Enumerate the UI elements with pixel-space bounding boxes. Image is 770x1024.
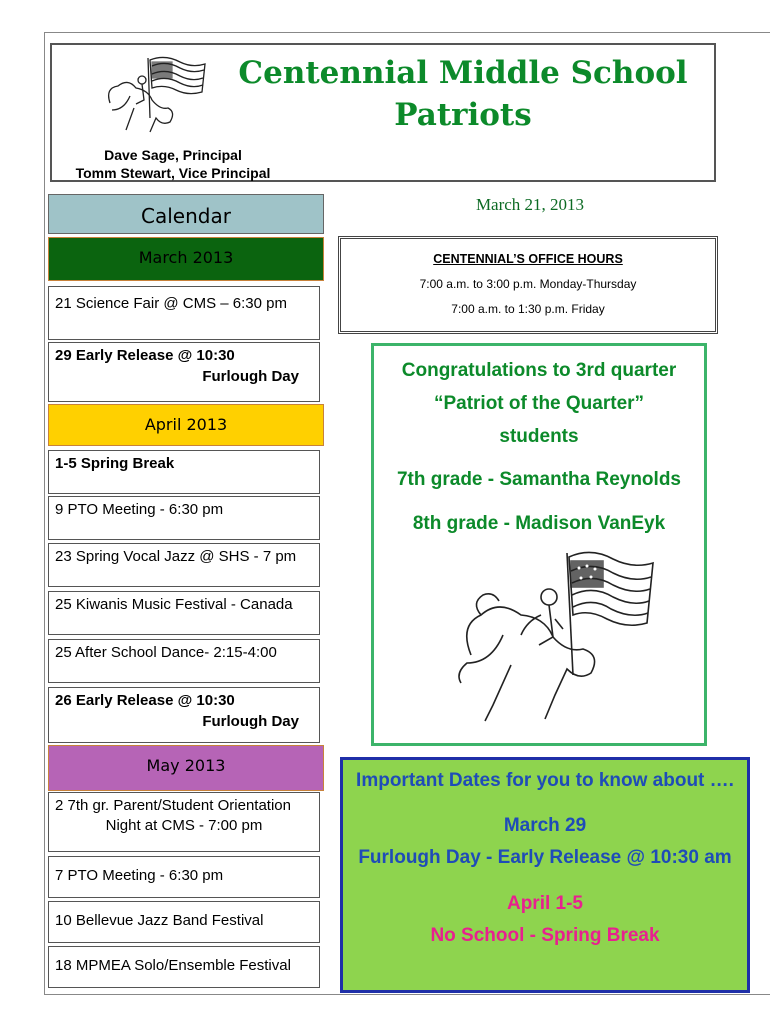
patriot-rider-logo xyxy=(90,48,210,143)
calendar-event xyxy=(48,342,320,402)
event-text: 26 Early Release @ 10:30 xyxy=(55,692,235,709)
vice-principal-name: Tomm Stewart, Vice Principal xyxy=(75,165,271,181)
principal-name: Dave Sage, Principal xyxy=(104,147,242,163)
event-text: 2 7th gr. Parent/Student Orientation xyxy=(55,797,291,814)
congrats-line: “Patriot of the Quarter” xyxy=(433,393,645,414)
honoree-7th-grade: 7th grade - Samantha Reynolds xyxy=(396,469,681,490)
office-hours-weekday: 7:00 a.m. to 3:00 p.m. Monday-Thursday xyxy=(419,277,637,291)
office-hours-box xyxy=(338,236,718,334)
calendar-event xyxy=(48,450,320,494)
page-edge xyxy=(44,994,770,995)
school-mascot: Patriots xyxy=(394,97,532,133)
congrats-line: Congratulations to 3rd quarter xyxy=(401,360,677,381)
calendar-event xyxy=(48,639,320,683)
calendar-event xyxy=(48,496,320,540)
event-text: 1-5 Spring Break xyxy=(55,455,175,472)
page-edge xyxy=(44,32,770,33)
month-header-may: May 2013 xyxy=(48,745,324,791)
calendar-event xyxy=(48,591,320,635)
office-hours-title: CENTENNIAL’S OFFICE HOURS xyxy=(433,252,623,266)
important-date: April 1-5 xyxy=(506,893,584,914)
calendar-event xyxy=(48,901,320,943)
patriot-rider-illustration xyxy=(441,545,659,725)
school-title xyxy=(218,52,708,136)
event-text: 18 MPMEA Solo/Ensemble Festival xyxy=(55,957,291,974)
event-text: 9 PTO Meeting - 6:30 pm xyxy=(55,501,224,518)
important-date-description: Furlough Day - Early Release @ 10:30 am xyxy=(358,847,732,868)
office-hours-friday: 7:00 a.m. to 1:30 p.m. Friday xyxy=(451,302,605,316)
month-header-march: March 2013 xyxy=(48,237,324,281)
important-date-description: No School - Spring Break xyxy=(430,925,660,946)
important-dates-box xyxy=(340,757,750,993)
event-text: 10 Bellevue Jazz Band Festival xyxy=(55,912,264,929)
calendar-event xyxy=(48,946,320,988)
event-subtext: Furlough Day xyxy=(202,713,299,730)
congrats-line: students xyxy=(499,426,579,447)
calendar-event xyxy=(48,543,320,587)
event-subtext: Night at CMS - 7:00 pm xyxy=(105,817,263,834)
month-header-april: April 2013 xyxy=(48,404,324,446)
calendar-title: Calendar xyxy=(48,194,324,234)
page-edge xyxy=(44,32,45,994)
staff-block xyxy=(58,146,288,182)
event-text: 25 Kiwanis Music Festival - Canada xyxy=(55,596,293,613)
important-date: March 29 xyxy=(503,815,587,836)
calendar-event xyxy=(48,286,320,340)
event-subtext: Furlough Day xyxy=(202,368,299,385)
event-text: 29 Early Release @ 10:30 xyxy=(55,347,235,364)
issue-date: March 21, 2013 xyxy=(475,195,585,214)
event-text: 21 Science Fair @ CMS – 6:30 pm xyxy=(55,295,287,312)
calendar-event xyxy=(48,792,320,852)
calendar-event xyxy=(48,687,320,743)
event-text: 7 PTO Meeting - 6:30 pm xyxy=(55,867,224,884)
honoree-8th-grade: 8th grade - Madison VanEyk xyxy=(412,513,666,534)
event-text: 23 Spring Vocal Jazz @ SHS - 7 pm xyxy=(55,548,297,565)
calendar-event xyxy=(48,856,320,898)
event-text: 25 After School Dance- 2:15-4:00 xyxy=(55,644,277,661)
school-name: Centennial Middle School xyxy=(238,55,688,91)
important-dates-heading: Important Dates for you to know about …. xyxy=(356,770,734,791)
